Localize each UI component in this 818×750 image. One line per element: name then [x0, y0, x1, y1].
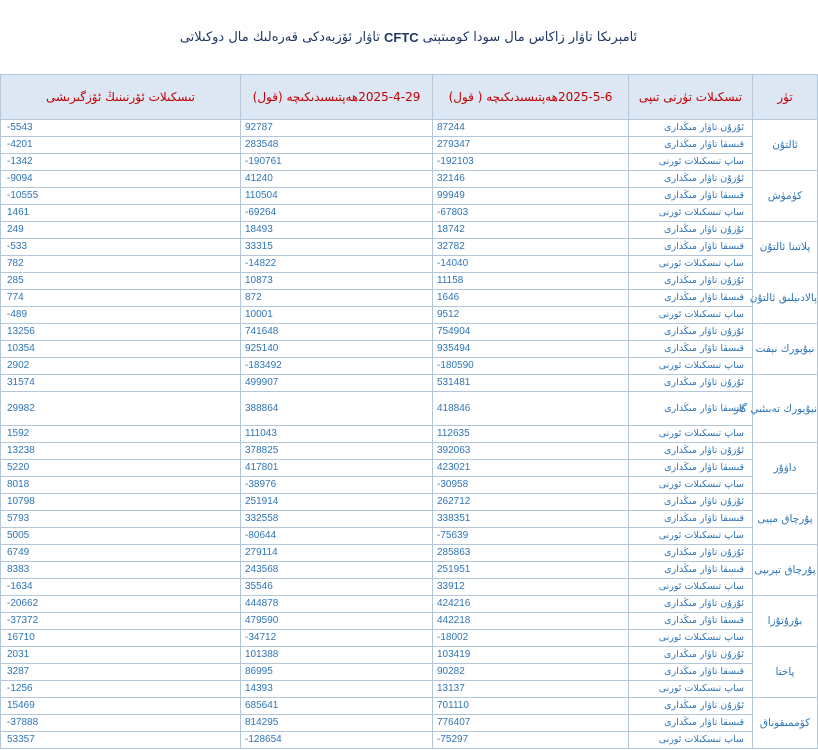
region-name-cell: پاختا — [753, 647, 818, 698]
table-row — [1, 732, 818, 749]
table-row — [1, 443, 818, 460]
old-position-cell: 10873 — [241, 273, 433, 290]
new-position-cell: 776407 — [433, 715, 629, 732]
new-position-cell: -14040 — [433, 256, 629, 273]
table-row — [1, 222, 818, 239]
table-row — [1, 579, 818, 596]
contract-type-cell: ساپ تىسكىلات ئورنى — [629, 256, 753, 273]
contract-type-cell: ئۇزۇن تاۋار مىڭدارى — [629, 273, 753, 290]
region-name-cell: داۋۇر — [753, 443, 818, 494]
table-row — [1, 375, 818, 392]
table-row — [1, 494, 818, 511]
old-position-cell: 33315 — [241, 239, 433, 256]
change-cell: -20662 — [1, 596, 241, 613]
table-row — [1, 528, 818, 545]
change-cell: -489 — [1, 307, 241, 324]
old-position-cell: 110504 — [241, 188, 433, 205]
old-position-cell: 444878 — [241, 596, 433, 613]
change-cell: 285 — [1, 273, 241, 290]
new-position-cell: 424216 — [433, 596, 629, 613]
old-position-cell: 251914 — [241, 494, 433, 511]
report-title-part1: تاۋار ئۆزبەدكى قەرەلىك مال دوكىلاتى — [179, 29, 380, 45]
change-cell: 2902 — [1, 358, 241, 375]
old-position-cell: 86995 — [241, 664, 433, 681]
change-cell: 31574 — [1, 375, 241, 392]
report-title — [0, 0, 817, 74]
old-position-cell: 388864 — [241, 392, 433, 426]
region-name-cell: نيۇيورك تەبىئىي گاز — [753, 375, 818, 443]
change-cell: -37372 — [1, 613, 241, 630]
table-row — [1, 273, 818, 290]
contract-type-cell: ئۇزۇن تاۋار مىڭدارى — [629, 222, 753, 239]
change-cell: 29982 — [1, 392, 241, 426]
contract-type-cell: قىسقا تاۋار مىڭدارى — [629, 392, 753, 426]
change-cell: 53357 — [1, 732, 241, 749]
old-position-cell: -34712 — [241, 630, 433, 647]
contract-type-cell: ساپ تىسكىلات ئورنى — [629, 579, 753, 596]
new-position-cell: -18002 — [433, 630, 629, 647]
table-row — [1, 392, 818, 426]
change-cell: 13256 — [1, 324, 241, 341]
old-position-cell: 814295 — [241, 715, 433, 732]
table-row — [1, 511, 818, 528]
new-position-cell: -75297 — [433, 732, 629, 749]
contract-type-cell: ئۇزۇن تاۋار مىڭدارى — [629, 171, 753, 188]
new-position-cell: 99949 — [433, 188, 629, 205]
contract-type-cell: ئۇزۇن تاۋار مىڭدارى — [629, 375, 753, 392]
old-position-cell: 741648 — [241, 324, 433, 341]
new-position-cell: 262712 — [433, 494, 629, 511]
table-row — [1, 426, 818, 443]
change-cell: 8018 — [1, 477, 241, 494]
new-position-cell: 9512 — [433, 307, 629, 324]
table-row — [1, 477, 818, 494]
table-row — [1, 171, 818, 188]
contract-type-cell: قىسقا تاۋار مىڭدارى — [629, 290, 753, 307]
region-name-cell: بۇرۇتۇزا — [753, 596, 818, 647]
contract-type-cell: ساپ تىسكىلات ئورنى — [629, 307, 753, 324]
old-position-cell: 925140 — [241, 341, 433, 358]
header-change: تىسكىلات ئۆرنىنىڭ ئۆزگىرىشى — [1, 75, 241, 120]
table-row — [1, 341, 818, 358]
table-row — [1, 324, 818, 341]
old-position-cell: 685641 — [241, 698, 433, 715]
table-row — [1, 596, 818, 613]
region-name-cell: ئالتۇن — [753, 120, 818, 171]
new-position-cell: 701110 — [433, 698, 629, 715]
contract-type-cell: ئۇزۇن تاۋار مىڭدارى — [629, 120, 753, 137]
table-row — [1, 290, 818, 307]
change-cell: 10354 — [1, 341, 241, 358]
contract-type-cell: قىسقا تاۋار مىڭدارى — [629, 664, 753, 681]
new-position-cell: 251951 — [433, 562, 629, 579]
table-row — [1, 358, 818, 375]
old-position-cell: 332558 — [241, 511, 433, 528]
table-row — [1, 205, 818, 222]
contract-type-cell: ئۇزۇن تاۋار مىڭدارى — [629, 443, 753, 460]
old-position-cell: 417801 — [241, 460, 433, 477]
change-cell: -533 — [1, 239, 241, 256]
contract-type-cell: ساپ تىسكىلات ئورنى — [629, 477, 753, 494]
old-position-cell: 10001 — [241, 307, 433, 324]
table-header-row — [1, 75, 818, 120]
table-row — [1, 664, 818, 681]
header-region: تۈر — [753, 75, 818, 120]
new-position-cell: 18742 — [433, 222, 629, 239]
contract-type-cell: قىسقا تاۋار مىڭدارى — [629, 239, 753, 256]
change-cell: 8383 — [1, 562, 241, 579]
new-position-cell: -192103 — [433, 154, 629, 171]
new-position-cell: -75639 — [433, 528, 629, 545]
contract-type-cell: قىسقا تاۋار مىڭدارى — [629, 715, 753, 732]
new-position-cell: 11158 — [433, 273, 629, 290]
new-position-cell: -30958 — [433, 477, 629, 494]
contract-type-cell: قىسقا تاۋار مىڭدارى — [629, 188, 753, 205]
table-row — [1, 562, 818, 579]
change-cell: 249 — [1, 222, 241, 239]
new-position-cell: 392063 — [433, 443, 629, 460]
table-row — [1, 545, 818, 562]
contract-type-cell: قىسقا تاۋار مىڭدارى — [629, 511, 753, 528]
new-position-cell: 33912 — [433, 579, 629, 596]
table-row — [1, 188, 818, 205]
table-row — [1, 460, 818, 477]
contract-type-cell: قىسقا تاۋار مىڭدارى — [629, 341, 753, 358]
new-position-cell: -67803 — [433, 205, 629, 222]
cftc-positions-table — [0, 74, 818, 749]
change-cell: 6749 — [1, 545, 241, 562]
table-row — [1, 647, 818, 664]
change-cell: 16710 — [1, 630, 241, 647]
old-position-cell: 111043 — [241, 426, 433, 443]
contract-type-cell: ساپ تىسكىلات ئورنى — [629, 732, 753, 749]
change-cell: 1461 — [1, 205, 241, 222]
change-cell: 3287 — [1, 664, 241, 681]
contract-type-cell: ساپ تىسكىلات ئورنى — [629, 358, 753, 375]
contract-type-cell: ساپ تىسكىلات ئورنى — [629, 426, 753, 443]
old-position-cell: -183492 — [241, 358, 433, 375]
change-cell: -1634 — [1, 579, 241, 596]
header-contract-type: تىسكىلات تۈرنى تىپى — [629, 75, 753, 120]
contract-type-cell: ئۇزۇن تاۋار مىڭدارى — [629, 545, 753, 562]
old-position-cell: -80644 — [241, 528, 433, 545]
new-position-cell: 423021 — [433, 460, 629, 477]
contract-type-cell: ساپ تىسكىلات ئورنى — [629, 681, 753, 698]
region-name-cell: پلاتىنا ئالتۇن — [753, 222, 818, 273]
contract-type-cell: ئۇزۇن تاۋار مىڭدارى — [629, 647, 753, 664]
change-cell: 5793 — [1, 511, 241, 528]
old-position-cell: 283548 — [241, 137, 433, 154]
new-position-cell: 442218 — [433, 613, 629, 630]
new-position-cell: 754904 — [433, 324, 629, 341]
old-position-cell: -14822 — [241, 256, 433, 273]
contract-type-cell: ساپ تىسكىلات ئورنى — [629, 630, 753, 647]
change-cell: -10555 — [1, 188, 241, 205]
contract-type-cell: ئۇزۇن تاۋار مىڭدارى — [629, 324, 753, 341]
new-position-cell: 418846 — [433, 392, 629, 426]
new-position-cell: 1646 — [433, 290, 629, 307]
change-cell: -4201 — [1, 137, 241, 154]
contract-type-cell: ساپ تىسكىلات ئورنى — [629, 205, 753, 222]
old-position-cell: 499907 — [241, 375, 433, 392]
old-position-cell: 101388 — [241, 647, 433, 664]
new-position-cell: 32146 — [433, 171, 629, 188]
region-name-cell: پۇرچاق مېيى — [753, 494, 818, 545]
old-position-cell: -190761 — [241, 154, 433, 171]
new-position-cell: 279347 — [433, 137, 629, 154]
new-position-cell: -180590 — [433, 358, 629, 375]
report-title-code: CFTC — [384, 29, 419, 45]
new-position-cell: 32782 — [433, 239, 629, 256]
old-position-cell: 378825 — [241, 443, 433, 460]
new-position-cell: 935494 — [433, 341, 629, 358]
change-cell: -5543 — [1, 120, 241, 137]
contract-type-cell: قىسقا تاۋار مىڭدارى — [629, 137, 753, 154]
table-row — [1, 630, 818, 647]
change-cell: 774 — [1, 290, 241, 307]
table-body — [1, 120, 818, 749]
header-date-new: 2025-5-6ھەپتىسىدىكىچە ( قول) — [433, 75, 629, 120]
contract-type-cell: ئۇزۇن تاۋار مىڭدارى — [629, 494, 753, 511]
table-row — [1, 154, 818, 171]
contract-type-cell: قىسقا تاۋار مىڭدارى — [629, 460, 753, 477]
contract-type-cell: قىسقا تاۋار مىڭدارى — [629, 562, 753, 579]
contract-type-cell: ئۇزۇن تاۋار مىڭدارى — [629, 698, 753, 715]
old-position-cell: 35546 — [241, 579, 433, 596]
header-date-old: 2025-4-29ھەپتىسىدىكىچە (قول) — [241, 75, 433, 120]
region-name-cell: پۇرچاق تېرىپى — [753, 545, 818, 596]
new-position-cell: 13137 — [433, 681, 629, 698]
change-cell: -1342 — [1, 154, 241, 171]
old-position-cell: 279114 — [241, 545, 433, 562]
contract-type-cell: ساپ تىسكىلات ئورنى — [629, 528, 753, 545]
contract-type-cell: قىسقا تاۋار مىڭدارى — [629, 613, 753, 630]
contract-type-cell: ساپ تىسكىلات ئورنى — [629, 154, 753, 171]
new-position-cell: 90282 — [433, 664, 629, 681]
new-position-cell: 112635 — [433, 426, 629, 443]
table-row — [1, 698, 818, 715]
old-position-cell: 872 — [241, 290, 433, 307]
change-cell: 5220 — [1, 460, 241, 477]
new-position-cell: 338351 — [433, 511, 629, 528]
new-position-cell: 103419 — [433, 647, 629, 664]
old-position-cell: -38976 — [241, 477, 433, 494]
table-row — [1, 715, 818, 732]
old-position-cell: 243568 — [241, 562, 433, 579]
new-position-cell: 285863 — [433, 545, 629, 562]
table-row — [1, 256, 818, 273]
region-name-cell: پالادىيلىق ئالتۇن — [753, 273, 818, 324]
change-cell: -1256 — [1, 681, 241, 698]
old-position-cell: -69264 — [241, 205, 433, 222]
old-position-cell: 18493 — [241, 222, 433, 239]
change-cell: 5005 — [1, 528, 241, 545]
old-position-cell: 92787 — [241, 120, 433, 137]
old-position-cell: 479590 — [241, 613, 433, 630]
new-position-cell: 87244 — [433, 120, 629, 137]
table-row — [1, 239, 818, 256]
old-position-cell: -128654 — [241, 732, 433, 749]
table-row — [1, 120, 818, 137]
change-cell: 2031 — [1, 647, 241, 664]
change-cell: 15469 — [1, 698, 241, 715]
old-position-cell: 41240 — [241, 171, 433, 188]
table-row — [1, 137, 818, 154]
change-cell: 13238 — [1, 443, 241, 460]
table-row — [1, 307, 818, 324]
contract-type-cell: ئۇزۇن تاۋار مىڭدارى — [629, 596, 753, 613]
change-cell: -9094 — [1, 171, 241, 188]
change-cell: 1592 — [1, 426, 241, 443]
new-position-cell: 531481 — [433, 375, 629, 392]
old-position-cell: 14393 — [241, 681, 433, 698]
region-name-cell: كۆممىقوناق — [753, 698, 818, 749]
table-row — [1, 613, 818, 630]
change-cell: 10798 — [1, 494, 241, 511]
change-cell: 782 — [1, 256, 241, 273]
region-name-cell: نيۇيورك نېفت — [753, 324, 818, 375]
change-cell: -37888 — [1, 715, 241, 732]
report-title-part2: ئامېرىكا تاۋار زاكاس مال سودا كومىتېتى — [422, 29, 638, 45]
region-name-cell: كۈمۈش — [753, 171, 818, 222]
table-row — [1, 681, 818, 698]
